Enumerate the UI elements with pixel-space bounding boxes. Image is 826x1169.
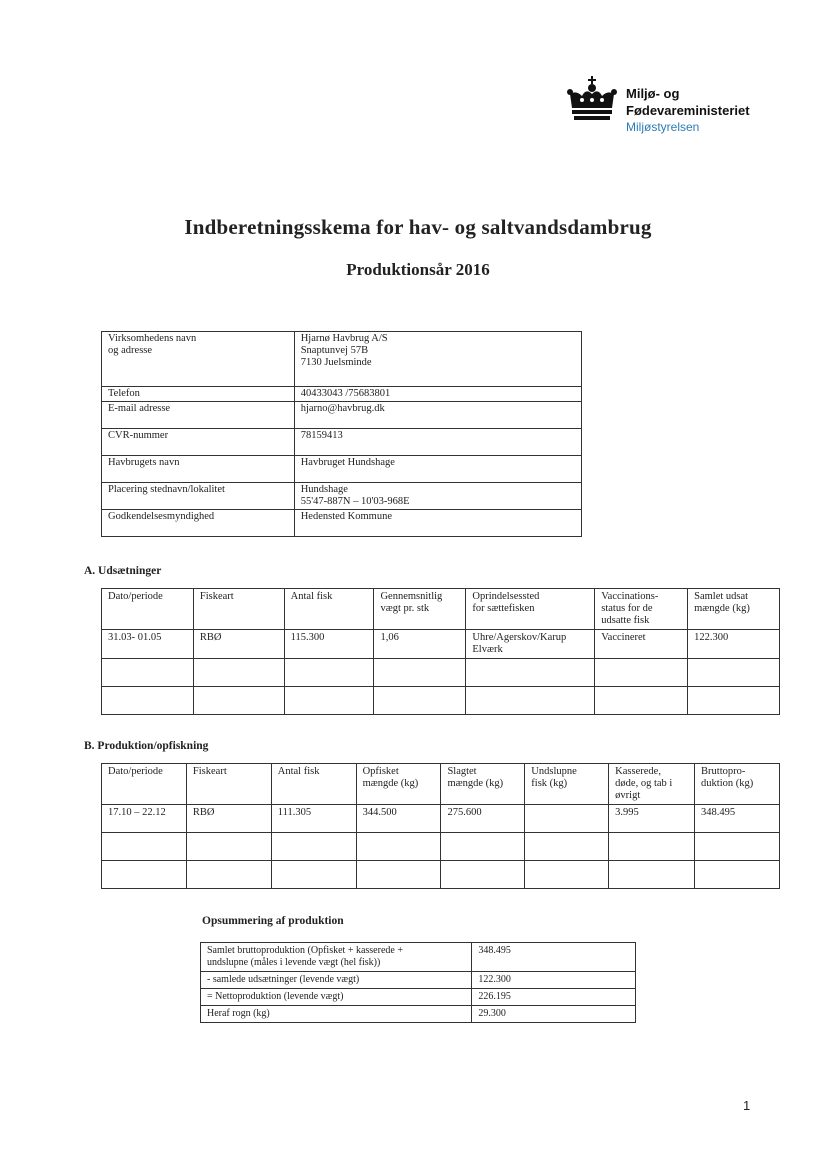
table-cell <box>441 833 525 861</box>
table-cell <box>595 687 688 715</box>
info-label: Havbrugets navn <box>102 456 295 483</box>
table-cell: 3.995 <box>609 805 695 833</box>
table-cell <box>193 687 284 715</box>
info-value: 40433043 /75683801 <box>294 387 581 402</box>
table-row <box>102 833 780 861</box>
logo-line-1: Miljø- og <box>626 86 680 101</box>
table-cell <box>284 687 374 715</box>
page-title: Indberetningsskema for hav- og saltvandsdambrug <box>184 215 652 239</box>
col-header: Samlet udsat mængde (kg) <box>688 589 780 630</box>
summary-heading: Opsummering af produktion <box>202 915 344 927</box>
col-header: Fiskeart <box>186 764 271 805</box>
info-value: Havbruget Hundshage <box>294 456 581 483</box>
info-row <box>102 456 582 483</box>
summary-row <box>201 943 636 972</box>
table-cell <box>695 861 780 889</box>
col-header: Fiskeart <box>193 589 284 630</box>
summary-label: - samlede udsætninger (levende vægt) <box>201 972 472 989</box>
summary-label: = Nettoproduktion (levende vægt) <box>201 989 472 1006</box>
table-cell <box>374 687 466 715</box>
col-header: Oprindelsessted for sættefisken <box>466 589 595 630</box>
table-cell <box>525 861 609 889</box>
col-header: Dato/periode <box>102 589 194 630</box>
crown-icon <box>566 76 618 124</box>
table-cell <box>374 659 466 687</box>
col-header: Dato/periode <box>102 764 187 805</box>
table-cell: 348.495 <box>695 805 780 833</box>
section-b-heading: B. Produktion/opfiskning <box>84 740 209 752</box>
table-cell: 122.300 <box>688 630 780 659</box>
table-cell: 17.10 – 22.12 <box>102 805 187 833</box>
summary-table <box>200 942 636 1023</box>
section-a-heading: A. Udsætninger <box>84 565 162 577</box>
info-label: Placering stednavn/lokalitet <box>102 483 295 510</box>
table-cell: Vaccineret <box>595 630 688 659</box>
table-row <box>102 861 780 889</box>
section-a-table <box>101 588 780 715</box>
summary-value: 226.195 <box>472 989 636 1006</box>
summary-label: Heraf rogn (kg) <box>201 1006 472 1023</box>
info-value: Hjarnø Havbrug A/S Snaptunvej 57B 7130 Juelsminde <box>294 332 581 387</box>
table-row <box>102 659 780 687</box>
table-cell <box>356 861 441 889</box>
table-cell <box>102 861 187 889</box>
table-cell <box>102 833 187 861</box>
info-label: Virksomhedens navn og adresse <box>102 332 295 387</box>
info-label: Telefon <box>102 387 295 402</box>
info-row <box>102 429 582 456</box>
col-header: Gennemsnitlig vægt pr. stk <box>374 589 466 630</box>
table-cell: 344.500 <box>356 805 441 833</box>
info-row <box>102 483 582 510</box>
table-cell: Uhre/Agerskov/Karup Elværk <box>466 630 595 659</box>
summary-row <box>201 1006 636 1023</box>
summary-value: 122.300 <box>472 972 636 989</box>
table-cell <box>186 833 271 861</box>
info-row <box>102 402 582 429</box>
table-cell <box>466 687 595 715</box>
table-cell <box>102 687 194 715</box>
logo-line-2: Fødevareministeriet <box>626 103 750 118</box>
info-value: 78159413 <box>294 429 581 456</box>
table-cell <box>441 861 525 889</box>
info-value: Hedensted Kommune <box>294 510 581 537</box>
info-row <box>102 387 582 402</box>
table-cell <box>688 687 780 715</box>
table-cell <box>525 833 609 861</box>
table-cell: 111.305 <box>271 805 356 833</box>
table-cell: RBØ <box>193 630 284 659</box>
table-cell <box>356 833 441 861</box>
table-cell <box>688 659 780 687</box>
col-header: Kasserede, døde, og tab i øvrigt <box>609 764 695 805</box>
table-cell <box>271 833 356 861</box>
summary-row <box>201 989 636 1006</box>
table-header-row <box>102 589 780 630</box>
info-label: CVR-nummer <box>102 429 295 456</box>
table-cell: RBØ <box>186 805 271 833</box>
summary-value: 29.300 <box>472 1006 636 1023</box>
info-row <box>102 510 582 537</box>
section-b-table <box>101 763 780 889</box>
company-info-table <box>101 331 582 537</box>
col-header: Antal fisk <box>271 764 356 805</box>
summary-value: 348.495 <box>472 943 636 972</box>
table-cell <box>284 659 374 687</box>
ministry-logo <box>566 76 776 146</box>
col-header: Slagtet mængde (kg) <box>441 764 525 805</box>
col-header: Opfisket mængde (kg) <box>356 764 441 805</box>
table-row <box>102 630 780 659</box>
table-cell: 275.600 <box>441 805 525 833</box>
col-header: Undslupne fisk (kg) <box>525 764 609 805</box>
table-cell <box>466 659 595 687</box>
table-cell <box>695 833 780 861</box>
info-label: E-mail adresse <box>102 402 295 429</box>
info-row <box>102 332 582 387</box>
table-cell <box>271 861 356 889</box>
info-label: Godkendelsesmyndighed <box>102 510 295 537</box>
col-header: Bruttopro- duktion (kg) <box>695 764 780 805</box>
col-header: Antal fisk <box>284 589 374 630</box>
table-cell: 115.300 <box>284 630 374 659</box>
summary-row <box>201 972 636 989</box>
table-cell <box>525 805 609 833</box>
table-row <box>102 805 780 833</box>
info-value: Hundshage 55'47-887N – 10'03-968E <box>294 483 581 510</box>
table-row <box>102 687 780 715</box>
table-cell <box>193 659 284 687</box>
info-value: hjarno@havbrug.dk <box>294 402 581 429</box>
table-cell <box>609 861 695 889</box>
table-cell <box>609 833 695 861</box>
table-cell <box>102 659 194 687</box>
table-cell: 1,06 <box>374 630 466 659</box>
col-header: Vaccinations- status for de udsatte fisk <box>595 589 688 630</box>
table-cell <box>595 659 688 687</box>
summary-label: Samlet bruttoproduktion (Opfisket + kasserede + undslupne (måles i levende vægt (hel fisk)) <box>201 943 472 972</box>
page-number: 1 <box>743 1098 751 1113</box>
table-header-row <box>102 764 780 805</box>
table-cell <box>186 861 271 889</box>
page-subtitle: Produktionsår 2016 <box>346 260 490 279</box>
table-cell: 31.03- 01.05 <box>102 630 194 659</box>
logo-line-3: Miljøstyrelsen <box>626 120 700 134</box>
